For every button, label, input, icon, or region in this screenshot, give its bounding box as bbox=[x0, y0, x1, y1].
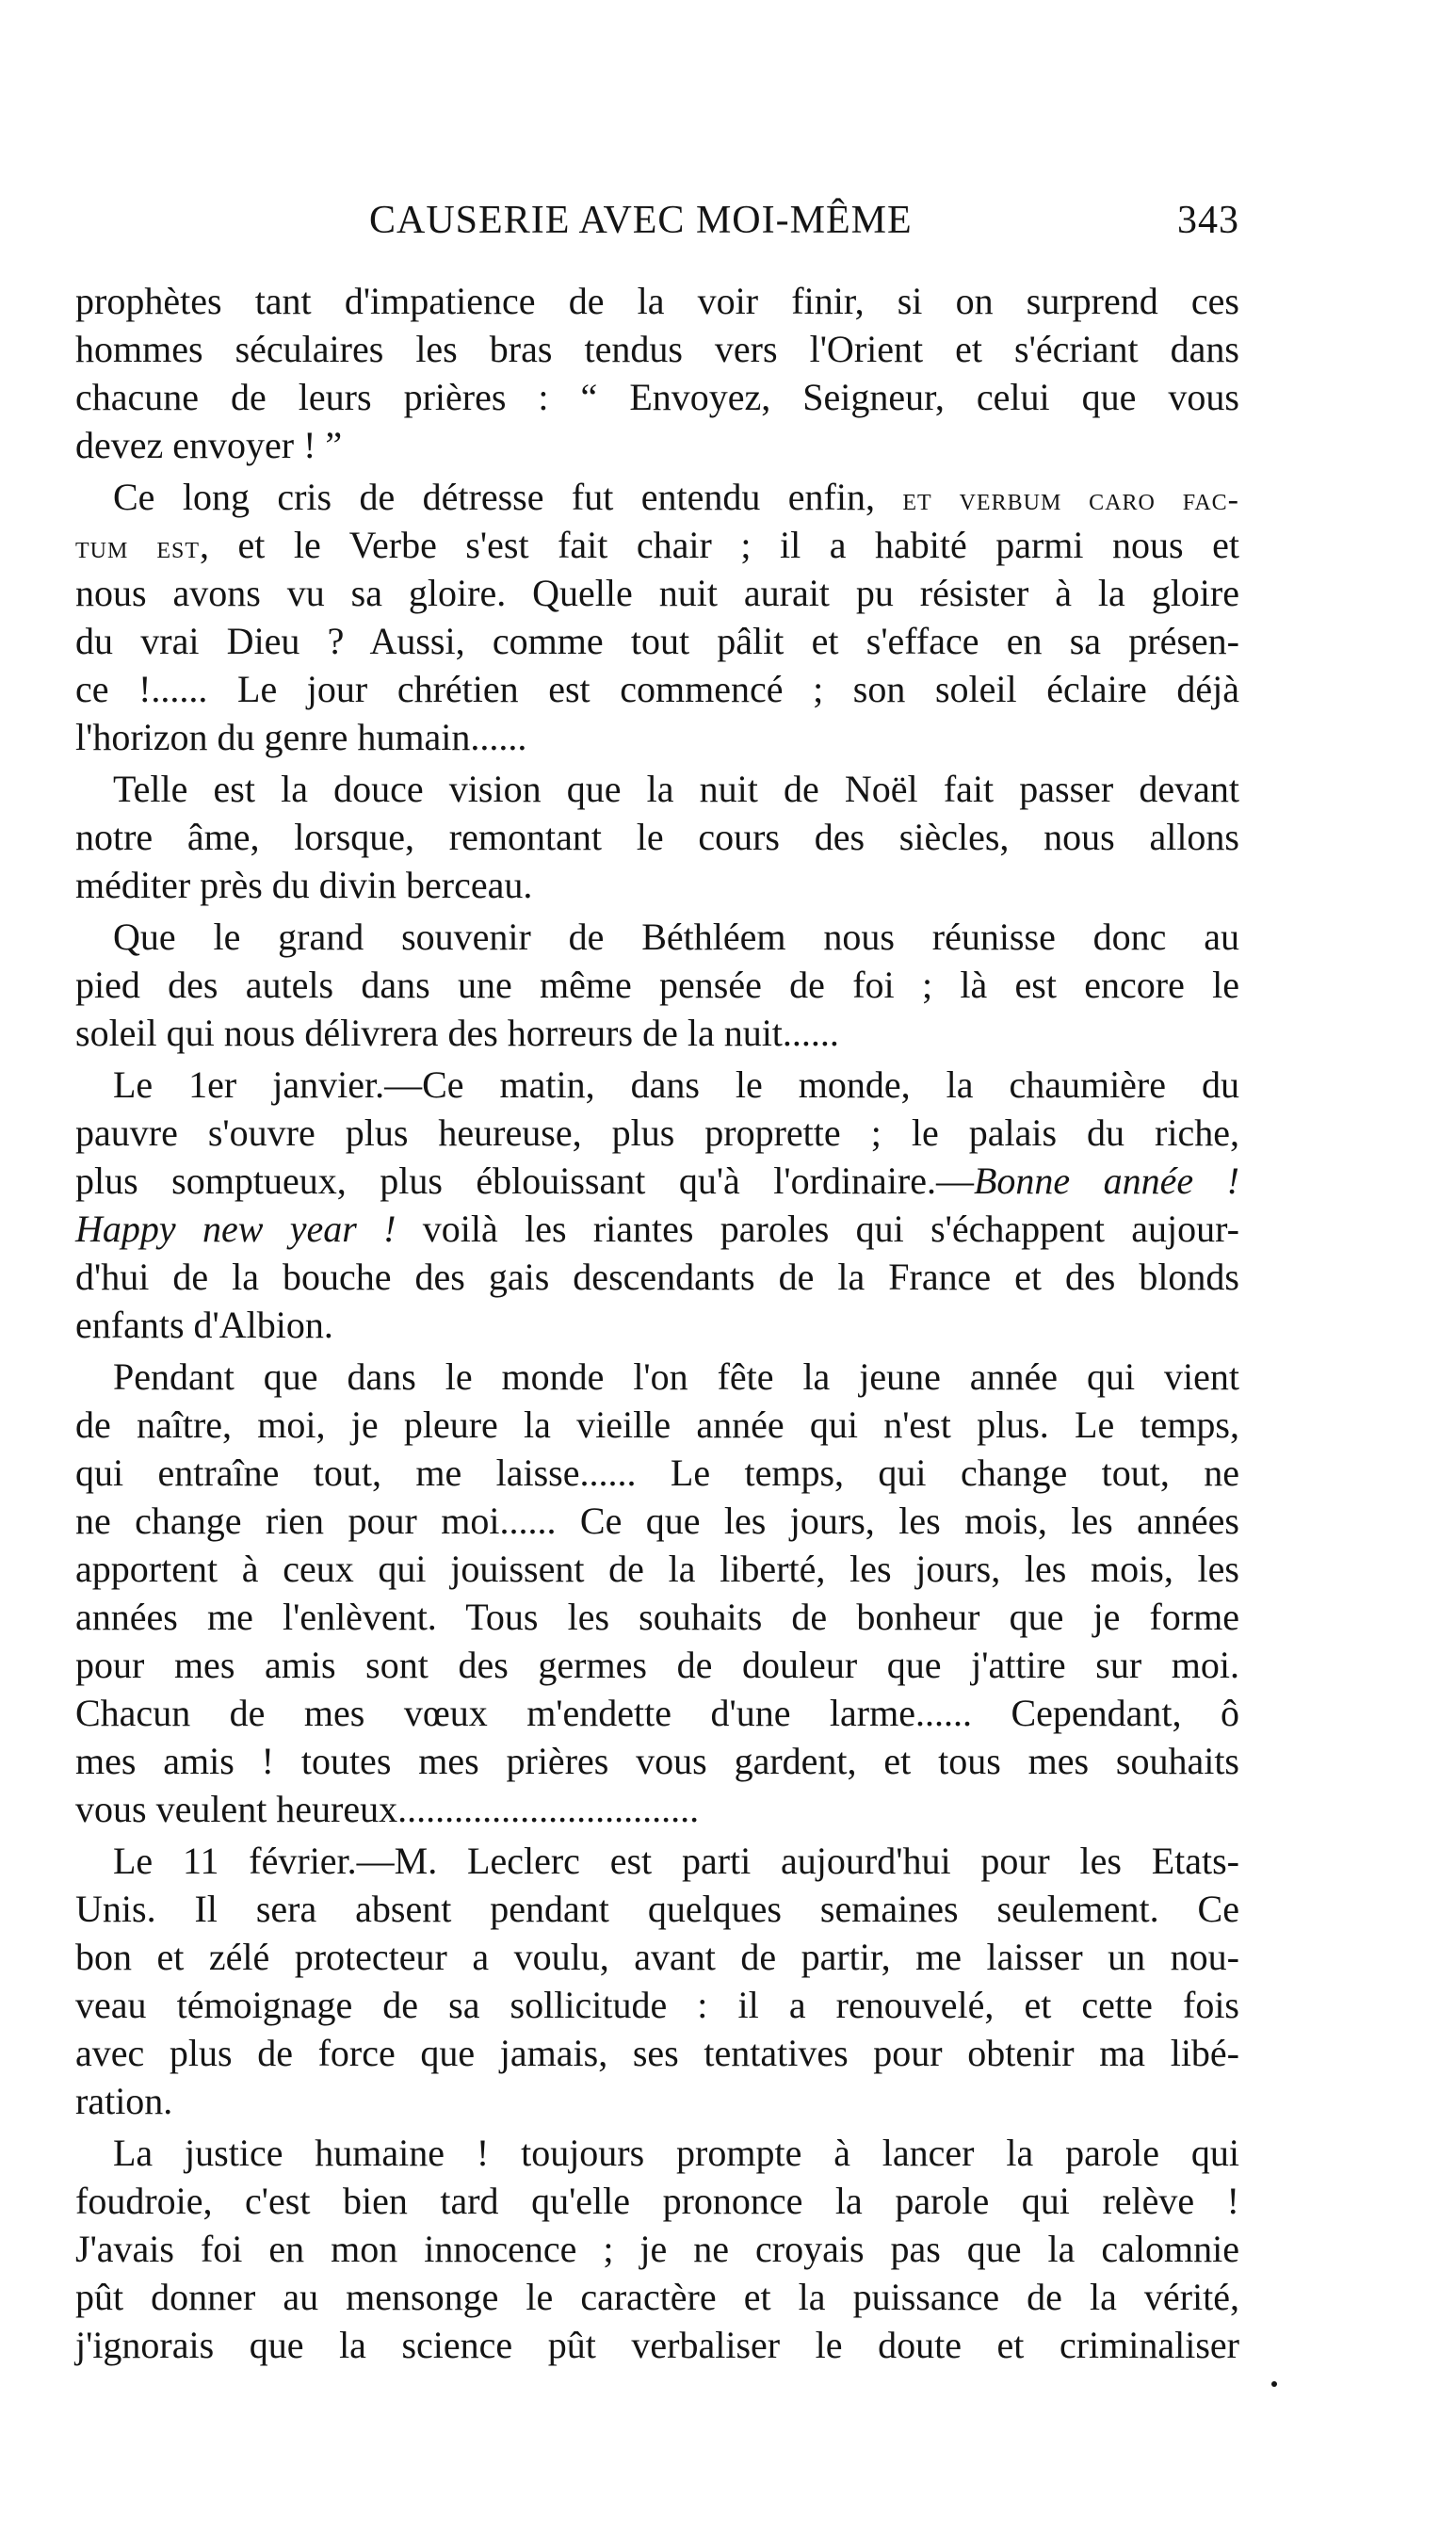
text-line: foudroie, c'est bien tard qu'elle prononce la parole qui relève ! bbox=[75, 2180, 1239, 2222]
text-line: bon et zélé protecteur a voulu, avant de partir, me laisser un nou- bbox=[75, 1936, 1239, 1978]
text-line: Le 1er janvier.—Ce matin, dans le monde, la chaumière du bbox=[113, 1063, 1239, 1106]
text-line: Le 11 février.—M. Leclerc est parti aujourd'hui pour les Etats- bbox=[113, 1840, 1239, 1882]
text-line: chacune de leurs prières : “ Envoyez, Seigneur, celui que vous bbox=[75, 376, 1239, 418]
italic-run: Bonne année ! bbox=[974, 1160, 1239, 1202]
text-line: pût donner au mensonge le caractère et la puissance de la vérité, bbox=[75, 2276, 1239, 2318]
text-line: prophètes tant d'impatience de la voir finir, si on surprend ces bbox=[75, 280, 1239, 322]
text-line: ce !...... Le jour chrétien est commencé ; son soleil éclaire déjà bbox=[75, 668, 1239, 710]
text-line bbox=[75, 521, 1239, 569]
text-line: pour mes amis sont des germes de douleur que j'attire sur moi. bbox=[75, 1644, 1239, 1686]
text-line: apportent à ceux qui jouissent de la liberté, les jours, les mois, les bbox=[75, 1548, 1239, 1590]
text-line: pied des autels dans une même pensée de foi ; là est encore le bbox=[75, 964, 1239, 1006]
text-line: méditer près du divin berceau. bbox=[75, 864, 533, 906]
body-text bbox=[75, 277, 1239, 2369]
text-line: vous veulent heureux................................ bbox=[75, 1788, 700, 1830]
text-line: enfants d'Albion. bbox=[75, 1304, 333, 1346]
text-line: La justice humaine ! toujours prompte à lancer la parole qui bbox=[113, 2132, 1239, 2174]
text-line: Telle est la douce vision que la nuit de Noël fait passer devant bbox=[113, 768, 1239, 810]
page-number: 343 bbox=[1177, 199, 1239, 242]
text-line: Que le grand souvenir de Béthléem nous réunisse donc au bbox=[113, 916, 1239, 958]
small-caps-run: et verbum caro fac- bbox=[902, 482, 1239, 517]
text-line: veau témoignage de sa sollicitude : il a renouvelé, et cette fois bbox=[75, 1984, 1239, 2026]
small-caps-run: tum est bbox=[75, 530, 201, 565]
text-line: J'avais foi en mon innocence ; je ne croyais pas que la calomnie bbox=[75, 2228, 1239, 2270]
paragraph bbox=[75, 1061, 1239, 1349]
text-line: j'ignorais que la science pût verbaliser le doute et criminaliser bbox=[75, 2324, 1239, 2366]
text-line: l'horizon du genre humain...... bbox=[75, 716, 527, 758]
paragraph bbox=[75, 1837, 1239, 2125]
text-line: ration. bbox=[75, 2080, 173, 2122]
text-run: voilà les riantes paroles qui s'échappent aujour- bbox=[396, 1208, 1240, 1250]
running-title: CAUSERIE AVEC MOI-MÊME bbox=[369, 199, 913, 242]
paragraph bbox=[75, 473, 1239, 761]
text-line bbox=[75, 473, 1239, 521]
text-line: Unis. Il sera absent pendant quelques semaines seulement. Ce bbox=[75, 1888, 1239, 1930]
text-line: nous avons vu sa gloire. Quelle nuit aurait pu résister à la gloire bbox=[75, 572, 1239, 614]
italic-run: Happy new year ! bbox=[75, 1208, 396, 1250]
text-line: soleil qui nous délivrera des horreurs de la nuit...... bbox=[75, 1012, 839, 1054]
text-line: devez envoyer ! ” bbox=[75, 424, 343, 466]
text-line bbox=[75, 1157, 1239, 1205]
paragraph bbox=[75, 277, 1239, 469]
text-line: Pendant que dans le monde l'on fête la jeune année qui vient bbox=[113, 1355, 1239, 1398]
text-line: années me l'enlèvent. Tous les souhaits de bonheur que je forme bbox=[75, 1596, 1239, 1638]
text-line bbox=[75, 1205, 1239, 1253]
text-line: pauvre s'ouvre plus heureuse, plus proprette ; le palais du riche, bbox=[75, 1111, 1239, 1154]
text-line: d'hui de la bouche des gais descendants de la France et des blonds bbox=[75, 1256, 1239, 1298]
page-header bbox=[75, 198, 1239, 254]
paragraph bbox=[75, 2129, 1239, 2369]
paragraph bbox=[75, 913, 1239, 1057]
text-run: plus somptueux, plus éblouissant qu'à l'ordinaire.— bbox=[75, 1160, 974, 1202]
text-run: , et le Verbe s'est fait chair ; il a habité parmi nous et bbox=[200, 524, 1239, 566]
text-line: qui entraîne tout, me laisse...... Le temps, qui change tout, ne bbox=[75, 1452, 1239, 1494]
text-line: de naître, moi, je pleure la vieille année qui n'est plus. Le temps, bbox=[75, 1403, 1239, 1446]
text-run: Ce long cris de détresse fut entendu enfin, bbox=[113, 476, 903, 518]
text-line: hommes séculaires les bras tendus vers l'Orient et s'écriant dans bbox=[75, 328, 1239, 370]
text-line: ne change rien pour moi...... Ce que les jours, les mois, les années bbox=[75, 1500, 1239, 1542]
paragraph bbox=[75, 1353, 1239, 1833]
text-line: notre âme, lorsque, remontant le cours des siècles, nous allons bbox=[75, 816, 1239, 858]
print-speck bbox=[1271, 2381, 1277, 2387]
paragraph bbox=[75, 765, 1239, 909]
text-line: du vrai Dieu ? Aussi, comme tout pâlit et s'efface en sa présen- bbox=[75, 620, 1239, 662]
text-line: mes amis ! toutes mes prières vous gardent, et tous mes souhaits bbox=[75, 1740, 1239, 1782]
text-line: avec plus de force que jamais, ses tentatives pour obtenir ma libé- bbox=[75, 2032, 1239, 2074]
text-line: Chacun de mes vœux m'endette d'une larme...... Cependant, ô bbox=[75, 1692, 1239, 1734]
